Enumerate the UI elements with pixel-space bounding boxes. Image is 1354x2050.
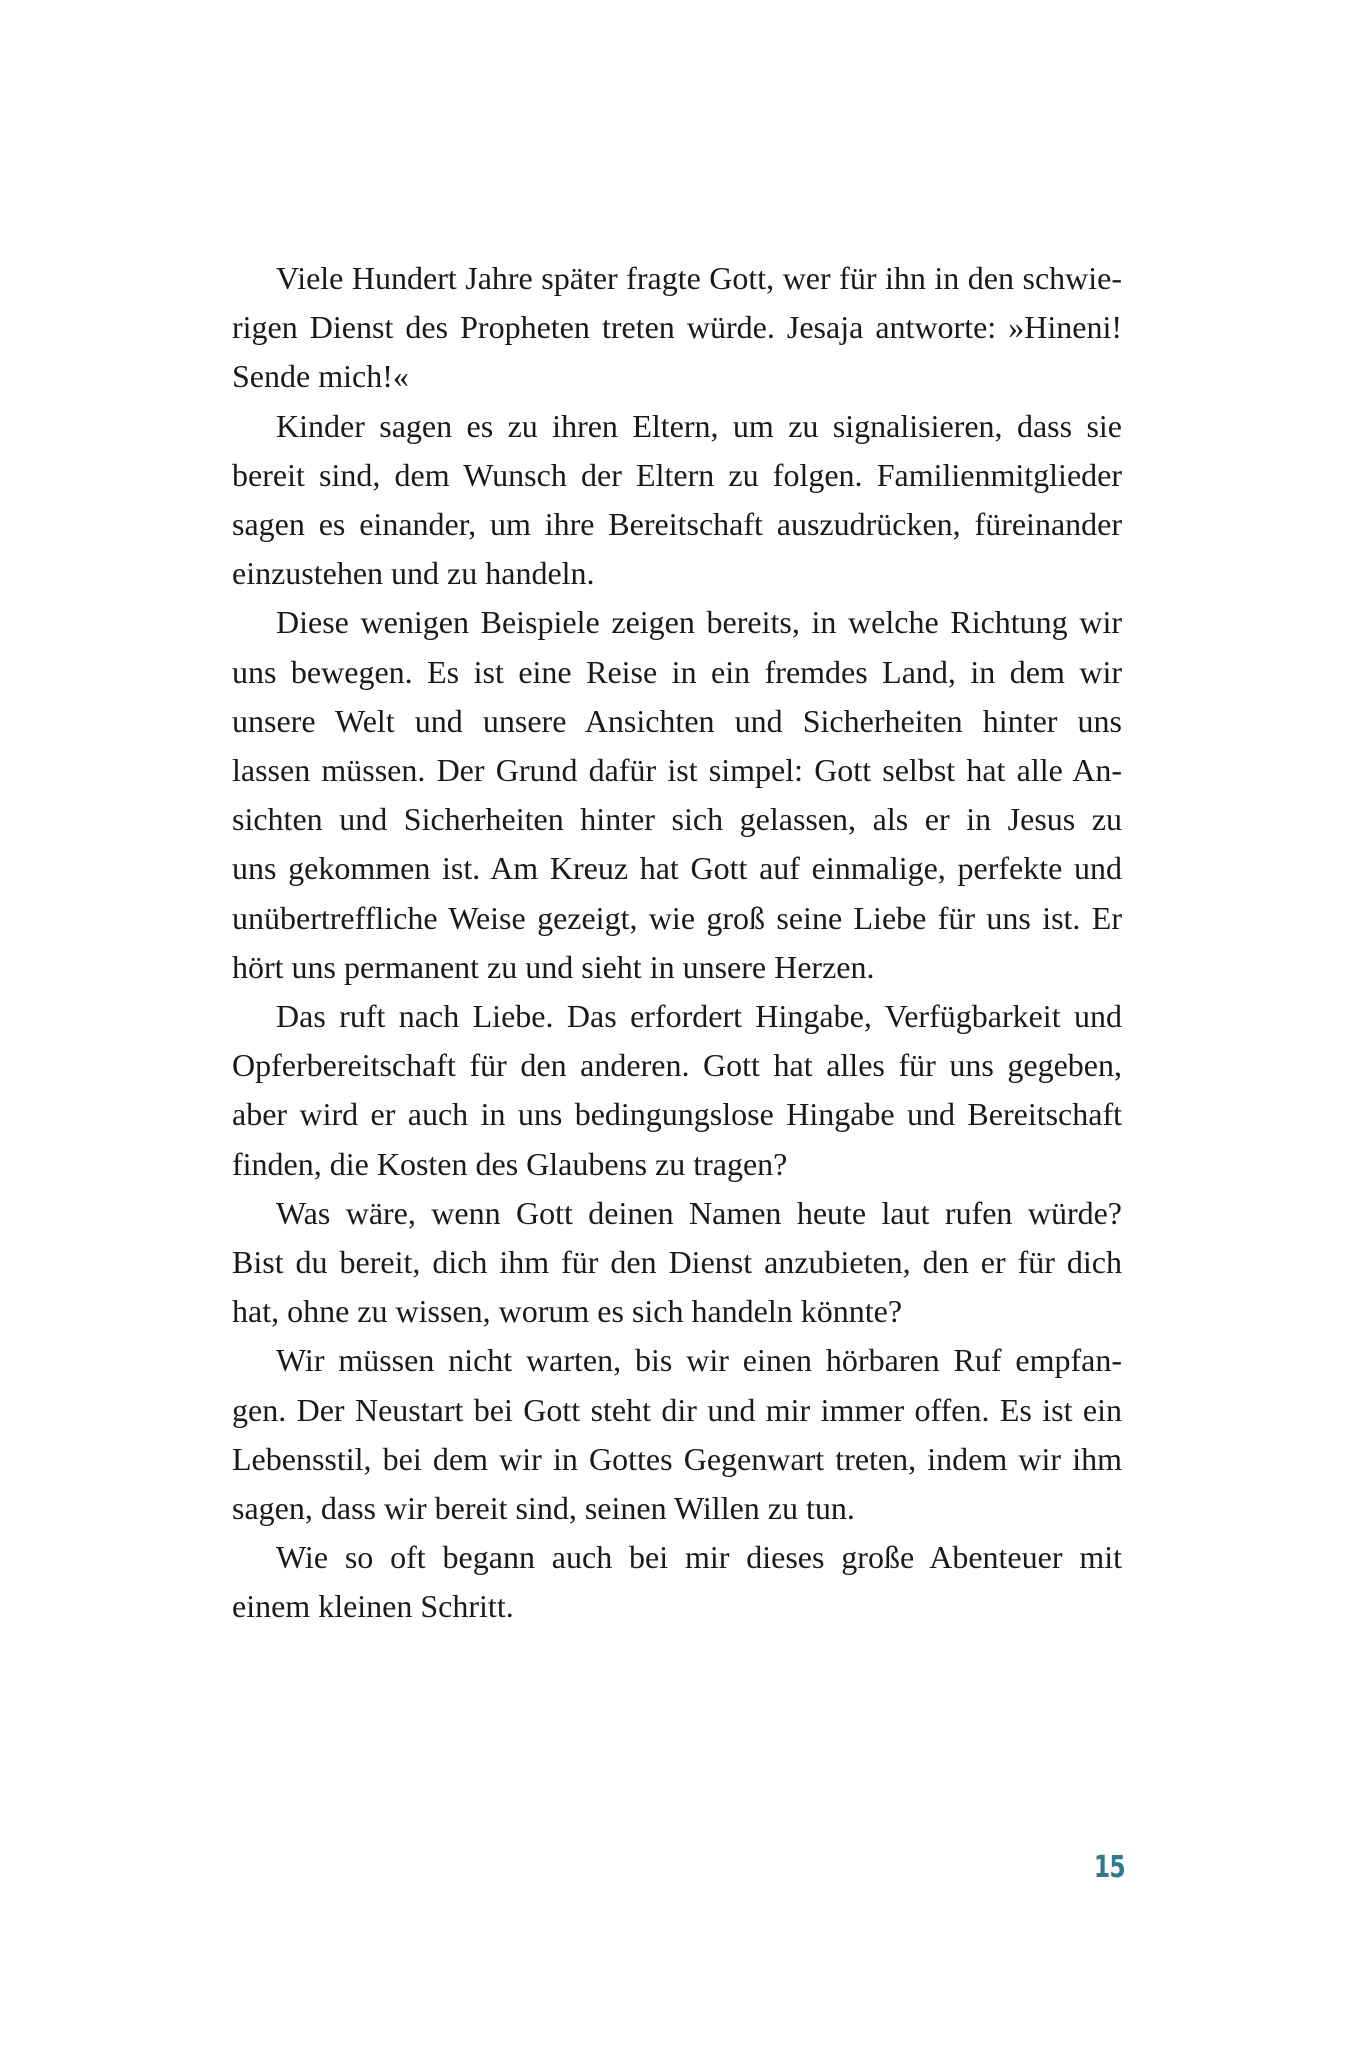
text-line: unsere Welt und unsere Ansichten und Sicherheiten hinter uns <box>232 702 1122 739</box>
paragraph <box>232 402 1122 599</box>
text-line: sagen es einander, um ihre Bereitschaft auszudrücken, füreinander <box>232 506 1122 543</box>
text-line: Viele Hundert Jahre später fragte Gott, wer für ihn in den schwie- <box>276 260 1122 296</box>
text-line: uns bewegen. Es ist eine Reise in ein fremdes Land, in dem wir <box>232 653 1122 690</box>
text-line: lassen müssen. Der Grund dafür ist simpel: Gott selbst hat alle An- <box>232 752 1122 789</box>
text-line: rigen Dienst des Propheten treten würde. Jesaja antworte: »Hineni! <box>232 309 1122 346</box>
text-line: sagen, dass wir bereit sind, seinen Willen zu tun. <box>232 1490 855 1527</box>
text-line: hört uns permanent zu und sieht in unsere Herzen. <box>232 948 875 985</box>
text-line: Diese wenigen Beispiele zeigen bereits, in welche Richtung wir <box>276 604 1122 641</box>
text-line: finden, die Kosten des Glaubens zu tragen? <box>232 1145 788 1182</box>
text-line: Kinder sagen es zu ihren Eltern, um zu signalisieren, dass sie <box>276 407 1122 444</box>
text-line: Das ruft nach Liebe. Das erfordert Hingabe, Verfügbarkeit und <box>276 998 1122 1035</box>
text-line: Wie so oft begann auch bei mir dieses große Abenteuer mit <box>276 1539 1122 1576</box>
text-line: Lebensstil, bei dem wir in Gottes Gegenwart treten, indem wir ihm <box>232 1440 1122 1477</box>
text-line: Sende mich!« <box>232 358 409 395</box>
text-line: aber wird er auch in uns bedingungslose Hingabe und Bereitschaft <box>232 1096 1122 1133</box>
paragraph <box>232 992 1122 1189</box>
text-line: bereit sind, dem Wunsch der Eltern zu folgen. Familienmitglieder <box>232 456 1122 493</box>
text-line: unübertreffliche Weise gezeigt, wie groß seine Liebe für uns ist. Er <box>232 899 1122 936</box>
paragraph <box>232 598 1122 992</box>
text-line: einzustehen und zu handeln. <box>232 555 595 592</box>
paragraph <box>232 1189 1122 1337</box>
text-line: Opferbereitschaft für den anderen. Gott hat alles für uns gegeben, <box>232 1047 1122 1084</box>
text-line: gen. Der Neustart bei Gott steht dir und mir immer offen. Es ist ein <box>232 1391 1122 1428</box>
text-line: Was wäre, wenn Gott deinen Namen heute laut rufen würde? <box>276 1194 1122 1231</box>
text-line: sichten und Sicherheiten hinter sich gelassen, als er in Jesus zu <box>232 801 1122 838</box>
paragraph <box>232 1533 1122 1631</box>
text-line: Wir müssen nicht warten, bis wir einen hörbaren Ruf empfan- <box>276 1342 1122 1379</box>
paragraph <box>232 254 1122 402</box>
text-line: Bist du bereit, dich ihm für den Dienst anzubieten, den er für dich <box>232 1244 1122 1281</box>
text-line: einem kleinen Schritt. <box>232 1588 514 1625</box>
body-text <box>232 254 1122 1632</box>
text-line: uns gekommen ist. Am Kreuz hat Gott auf einmalige, perfekte und <box>232 850 1122 887</box>
page-number: 15 <box>1093 1850 1125 1885</box>
text-line: hat, ohne zu wissen, worum es sich handeln könnte? <box>232 1293 903 1330</box>
paragraph <box>232 1336 1122 1533</box>
